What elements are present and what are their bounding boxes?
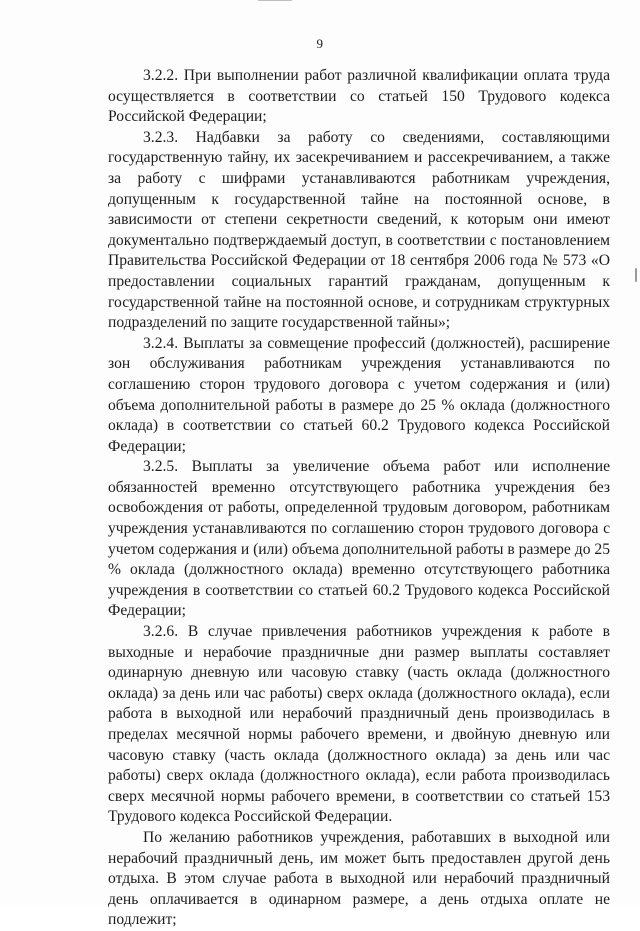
paragraph-3-2-2: 3.2.2. При выполнении работ различной квалификации оплата труда осуществляется в соответствии со статьей 150 Трудового кодекса Российской Федерации; bbox=[108, 67, 610, 126]
scan-margin-mark bbox=[635, 268, 637, 282]
paragraph-day-off-clause: По желанию работников учреждения, работавших в выходной или нерабочий праздничный день, им может быть предоставлен другой день отдыха. В этом случае работа в выходной или нерабочий праздничный день оплачивается в одинарном размере, а день отдыха оплате не подлежит; bbox=[108, 828, 610, 929]
paragraph-3-2-3: 3.2.3. Надбавки за работу со сведениями, составляющими государственную тайну, их засекречиванием и рассекречиванием, а также за работу с шифрами устанавливаются работникам учреждения, допущенным к государственной тайне на постоянной основе, в зависимости от степени секретности сведений, к которым они имеют документально подтверждаемый доступ, в соответствии с постановлением Правительства Российской Федерации от 18 сентября 2006 года № 573 «О предоставлении социальных гарантий гражданам, допущенным к государственной тайне на постоянной основе, и сотрудникам структурных подразделений по защите государственной тайны»; bbox=[108, 128, 610, 332]
paragraph-3-2-6: 3.2.6. В случае привлечения работников учреждения к работе в выходные и нерабочие праздничные дни размер выплаты составляет одинарную дневную или часовую ставку (часть оклада (должностного оклада) за день или час работы) сверх оклада (должностного оклада), если работа в выходной или нерабочий праздничный день производилась в пределах месячной нормы рабочего времени, и двойную дневную или часовую ставку (часть оклада (должностного оклада) за день или час работы) сверх оклада (должностного оклада), если работа производилась сверх месячной нормы рабочего времени, в соответствии со статьей 153 Трудового кодекса Российской Федерации. bbox=[108, 623, 610, 826]
paragraph-3-2-4: 3.2.4. Выплаты за совмещение профессий (должностей), расширение зон обслуживания работникам учреждения устанавливаются по соглашению сторон трудового договора с учетом содержания и (или) объема дополнительной работы в размере до 25 % оклада (должностного оклада) в соответствии со статьей 60.2 Трудового кодекса Российской Федерации; bbox=[108, 334, 610, 455]
paragraph-3-2-5: 3.2.5. Выплаты за увеличение объема работ или исполнение обязанностей временно отсутствующего работника учреждения без освобождения от работы, определенной трудовым договором, работникам учреждения устанавливаются по соглашению сторон трудового договора с учетом содержания и (или) объема дополнительной работы в размере до 25 % оклада (должностного оклада) временно отсутствующего работника учреждения в соответствии со статьей 60.2 Трудового кодекса Российской Федерации; bbox=[108, 458, 610, 620]
document-body bbox=[108, 66, 610, 931]
scan-edge-mark bbox=[258, 0, 292, 1]
page-number: 9 bbox=[316, 36, 324, 51]
